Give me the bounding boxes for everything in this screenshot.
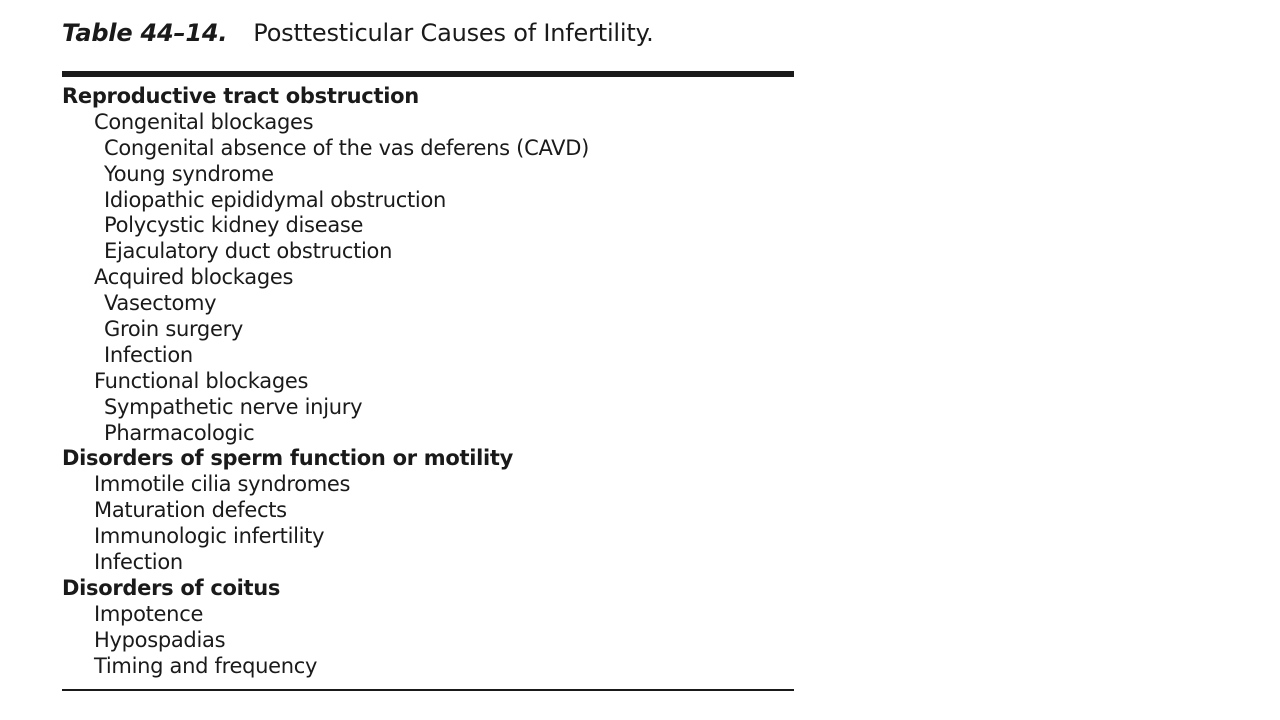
cause-item: Pharmacologic <box>104 420 255 445</box>
subcategory-item: Congenital blockages <box>94 109 314 134</box>
subcategory-item: Maturation defects <box>94 498 287 523</box>
subcategory-item: Timing and frequency <box>94 653 318 678</box>
category-heading: Disorders of sperm function or motility <box>62 446 514 471</box>
subcategory-item: Immotile cilia syndromes <box>94 472 351 497</box>
cause-item: Vasectomy <box>104 291 217 316</box>
cause-item: Congenital absence of the vas deferens (CAVD) <box>104 135 589 160</box>
subcategory-item: Impotence <box>94 601 204 626</box>
table-block <box>62 0 794 720</box>
cause-item: Infection <box>104 342 193 367</box>
category-heading: Disorders of coitus <box>62 575 281 600</box>
top-rule <box>62 71 794 77</box>
table-title: Posttesticular Causes of Infertility. <box>253 19 654 47</box>
cause-item: Ejaculatory duct obstruction <box>104 239 393 264</box>
cause-item: Polycystic kidney disease <box>104 213 364 238</box>
table-rows <box>62 84 794 679</box>
bottom-rule <box>62 689 794 691</box>
cause-item: Groin surgery <box>104 317 244 342</box>
cause-item: Idiopathic epididymal obstruction <box>104 187 447 212</box>
category-heading: Reproductive tract obstruction <box>62 84 419 108</box>
cause-item: Young syndrome <box>104 161 274 186</box>
subcategory-item: Infection <box>94 550 183 575</box>
table-number: Table 44–14. <box>62 19 228 47</box>
subcategory-item: Functional blockages <box>94 368 309 393</box>
subcategory-item: Immunologic infertility <box>94 524 325 549</box>
subcategory-item: Acquired blockages <box>94 265 294 290</box>
table-caption <box>62 17 654 49</box>
cause-item: Sympathetic nerve injury <box>104 394 363 419</box>
subcategory-item: Hypospadias <box>94 627 226 652</box>
